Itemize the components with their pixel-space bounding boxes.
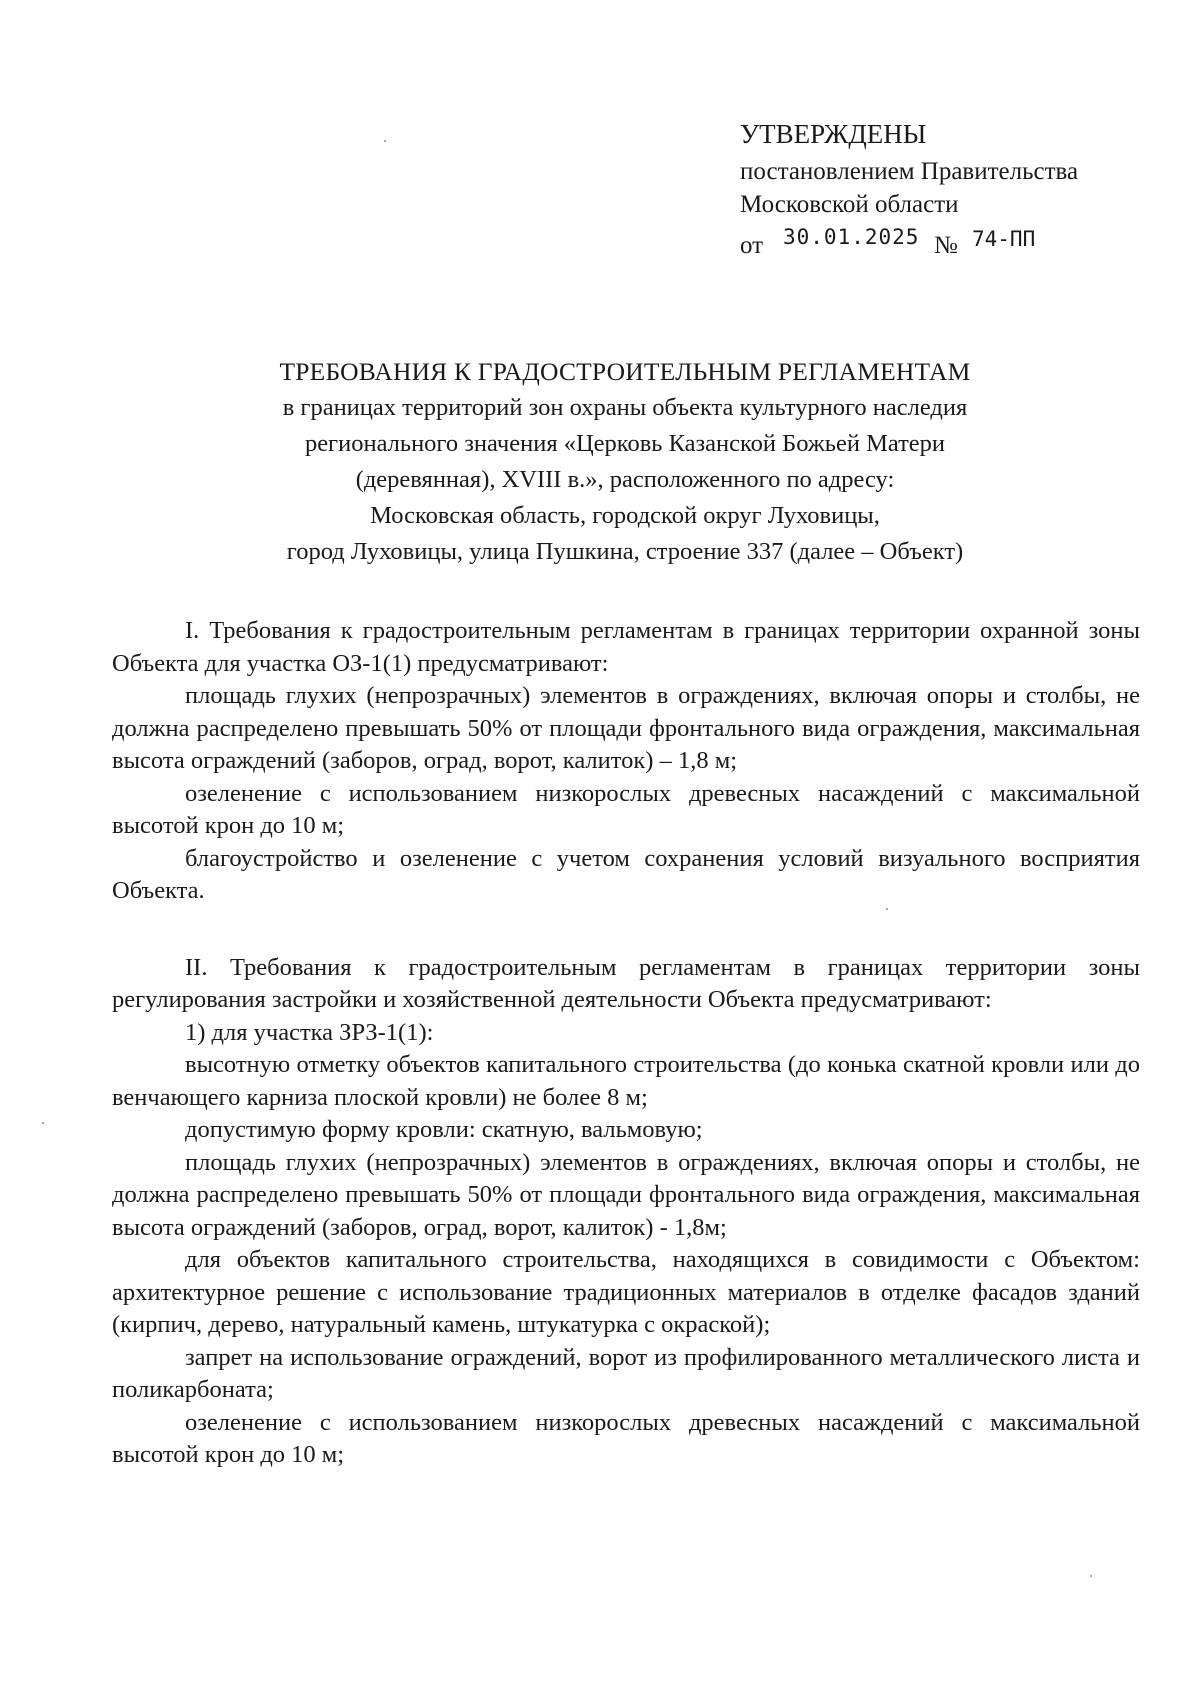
section-2-subheading: 1) для участка ЗРЗ-1(1): (185, 1018, 434, 1046)
approval-line-2: Московской области (740, 191, 959, 218)
approval-date-line (740, 221, 1160, 261)
section-1-item: озеленение с использованием низкорослых древесных насаждений с максимальной высотой крон до 10 м; (112, 779, 1140, 839)
document-body (112, 615, 1140, 1472)
from-label: от (740, 232, 764, 259)
title-line: регионального значения «Церковь Казанской Божьей Матери (304, 430, 946, 457)
section-1-item: благоустройство и озеленение с учетом сохранения условий визуального восприятия Объекта. (112, 844, 1140, 904)
title-line: город Луховицы, улица Пушкина, строение 337 (далее – Объект) (286, 538, 964, 565)
approval-heading: УТВЕРЖДЕНЫ (740, 119, 927, 149)
scan-speck (886, 908, 888, 910)
section-2-intro: II. Требования к градостроительным регламентам в границах территории зоны регулирования застройки и хозяйственной деятельности Объекта предусматривают: (112, 953, 1140, 1013)
section-2-item: для объектов капитального строительства, находящихся в совидимости с Объектом: архитектурное решение с использование традиционных материалов в отделке фасадов зданий (кирпич, дерево, натуральный камень, штукатурка с окраской); (112, 1246, 1140, 1338)
title-line: в границах территорий зон охраны объекта культурного наследия (282, 394, 968, 421)
section-1-item: площадь глухих (непрозрачных) элементов в ограждениях, включая опоры и столбы, не должна распределено превышать 50% от площади фронтального вида ограждения, максимальная высота ограждений (заборов, оград, ворот, калиток) – 1,8 м; (112, 682, 1140, 774)
scan-speck (1090, 1575, 1092, 1577)
section-2-item: площадь глухих (непрозрачных) элементов в ограждениях, включая опоры и столбы, не должна распределено превышать 50% от площади фронтального вида ограждения, максимальная высота ограждений (заборов, оград, ворот, калиток) - 1,8м; (112, 1148, 1140, 1241)
section-2-item: озеленение с использованием низкорослых древесных насаждений с максимальной высотой крон до 10 м; (112, 1408, 1140, 1468)
approval-date: 30.01.2025 (783, 225, 920, 249)
section-gap (112, 908, 1140, 952)
title-main: ТРЕБОВАНИЯ К ГРАДОСТРОИТЕЛЬНЫМ РЕГЛАМЕНТАМ (279, 357, 971, 386)
approval-number: 74-ПП (972, 227, 1036, 251)
section-2-item: высотную отметку объектов капитального строительства (до конька скатной кровли или до венчающего карниза плоской кровли) не более 8 м; (112, 1051, 1140, 1111)
section-2-item: запрет на использование ограждений, ворот из профилированного металлического листа и поликарбоната; (112, 1343, 1140, 1403)
scan-speck (42, 1122, 44, 1124)
section-1-intro: I. Требования к градостроительным регламентам в границах территории охранной зоны Объекта для участка ОЗ-1(1) предусматривают: (112, 617, 1140, 677)
scan-speck (384, 140, 386, 142)
title-line: (деревянная), XVIII в.», расположенного по адресу: (355, 466, 895, 493)
title-line: Московская область, городской округ Луховицы, (370, 502, 880, 529)
number-sign: № (934, 232, 958, 259)
approval-stamp (740, 118, 1160, 261)
section-2-item: допустимую форму кровли: скатную, вальмовую; (185, 1116, 703, 1143)
approval-line-1: постановлением Правительства (740, 158, 1079, 185)
document-title (150, 354, 1100, 570)
